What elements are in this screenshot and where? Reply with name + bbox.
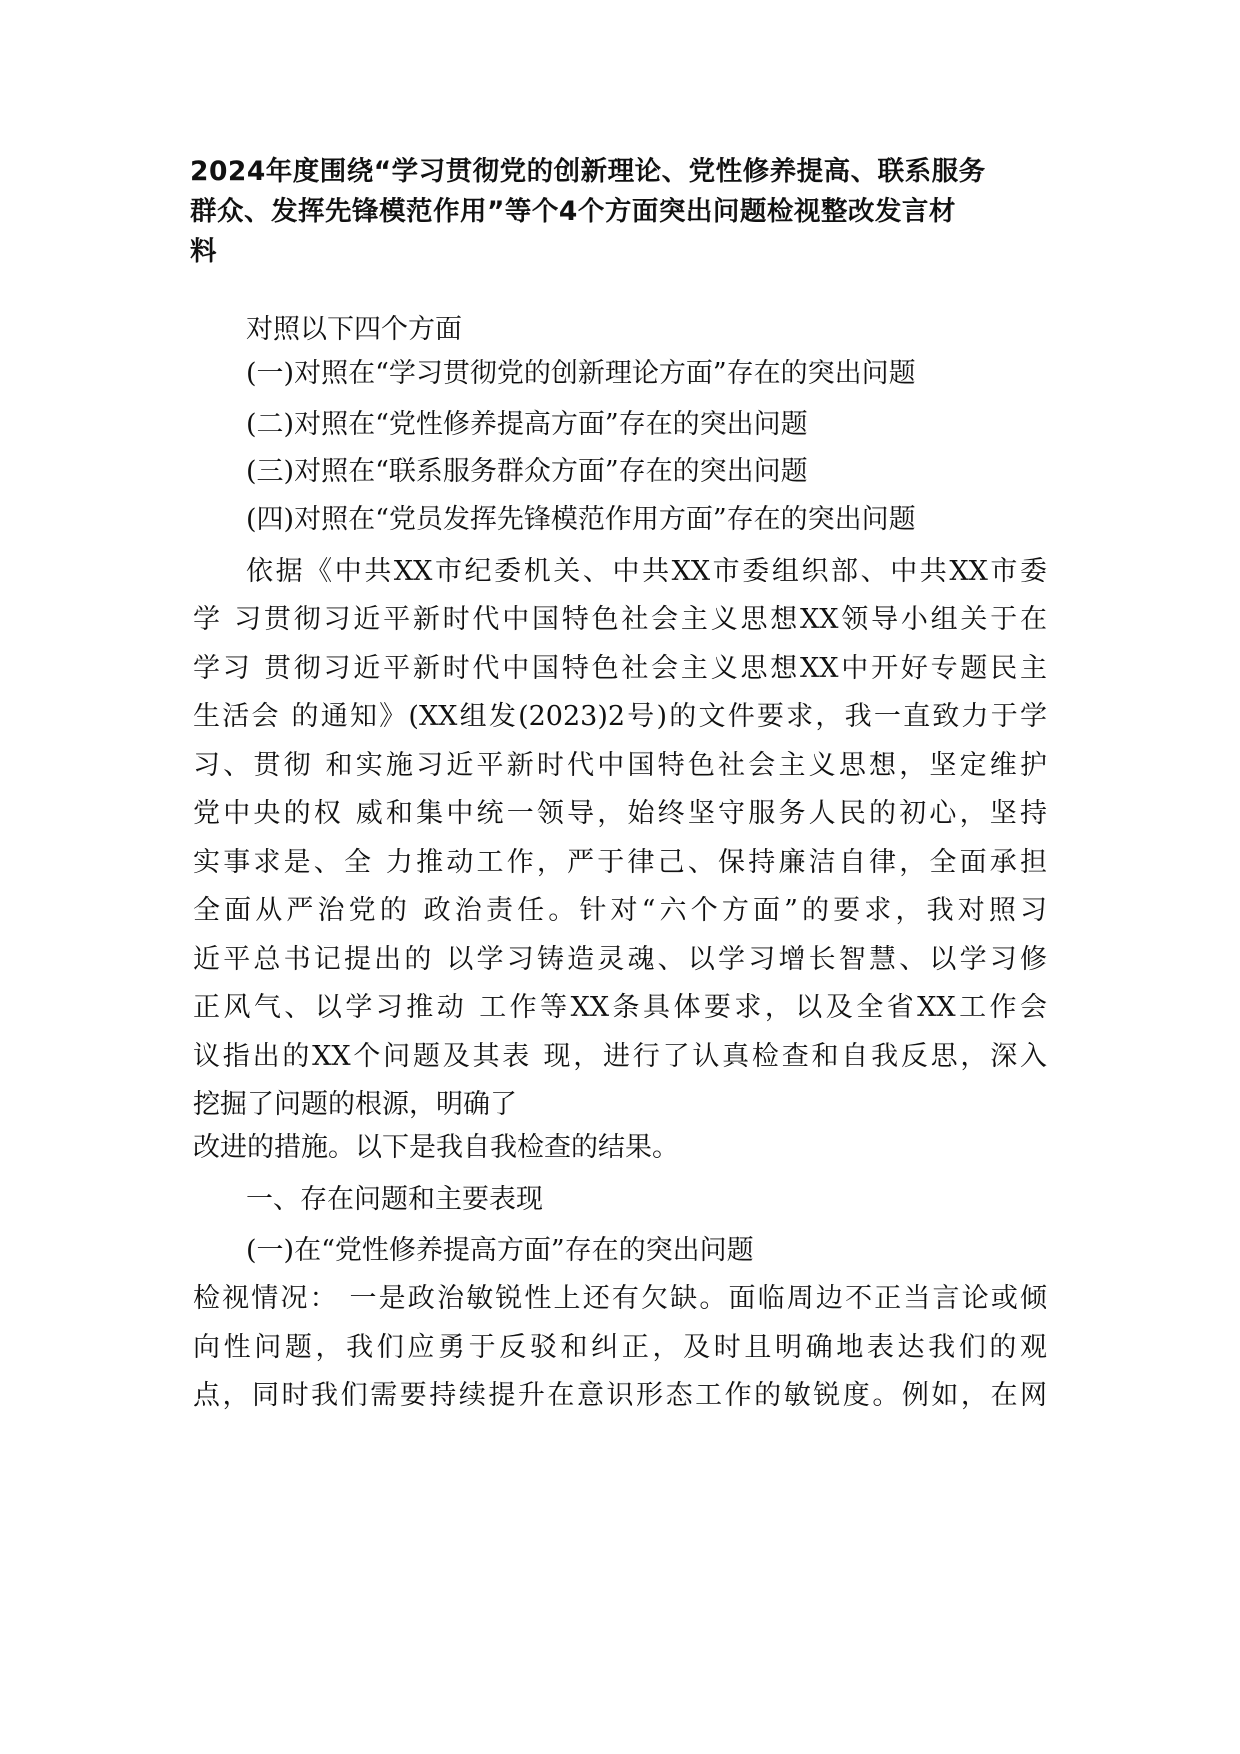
basis-line: 生活会 的通知》(XX组发(2023)2号)的文件要求，我一直致力于学 [193,701,1047,732]
aspect-item: (三)对照在“联系服务群众方面”存在的突出问题 [246,456,808,487]
title-line: 2024年度围绕“学习贯彻党的创新理论、党性修养提高、联系服务 [190,156,986,187]
basis-line: 改进的措施。以下是我自我检查的结果。 [193,1132,679,1163]
aspect-item: (二)对照在“党性修养提高方面”存在的突出问题 [246,409,808,440]
basis-line: 习、贯彻 和实施习近平新时代中国特色社会主义思想，坚定维护 [193,750,1047,781]
inspection-line: 向性问题，我们应勇于反驳和纠正，及时且明确地表达我们的观 [193,1332,1047,1363]
basis-line: 学 习贯彻习近平新时代中国特色社会主义思想XX领导小组关于在 [193,604,1047,635]
inspection-line: 点，同时我们需要持续提升在意识形态工作的敏锐度。例如，在网 [193,1380,1047,1411]
section-heading: 一、存在问题和主要表现 [246,1184,543,1215]
inspection-line: 检视情况： 一是政治敏锐性上还有欠缺。面临周边不正当言论或倾 [193,1283,1047,1314]
basis-line: 近平总书记提出的 以学习铸造灵魂、以学习增长智慧、以学习修 [193,944,1047,975]
title-line: 群众、发挥先锋模范作用”等个4个方面突出问题检视整改发言材 [190,196,956,227]
intro-text: 对照以下四个方面 [246,314,462,345]
basis-line: 依据《中共XX市纪委机关、中共XX市委组织部、中共XX市委 [246,556,1047,587]
document-title [190,152,1070,272]
subsection-heading: (一)在“党性修养提高方面”存在的突出问题 [246,1235,754,1266]
basis-line: 正风气、以学习推动 工作等XX条具体要求，以及全省XX工作会 [193,992,1047,1023]
basis-line: 全面从严治党的 政治责任。针对“六个方面”的要求，我对照习 [193,895,1047,926]
basis-line: 党中央的权 威和集中统一领导，始终坚守服务人民的初心，坚持 [193,798,1047,829]
basis-line: 议指出的XX个问题及其表 现，进行了认真检查和自我反思，深入 [193,1041,1047,1072]
aspect-item: (一)对照在“学习贯彻党的创新理论方面”存在的突出问题 [246,358,916,389]
basis-line: 学习 贯彻习近平新时代中国特色社会主义思想XX中开好专题民主 [193,653,1047,684]
basis-line: 挖掘了问题的根源，明确了 [193,1089,517,1120]
aspect-item: (四)对照在“党员发挥先锋模范作用方面”存在的突出问题 [246,504,916,535]
basis-line: 实事求是、全 力推动工作，严于律己、保持廉洁自律，全面承担 [193,847,1047,878]
title-line: 料 [190,236,217,267]
